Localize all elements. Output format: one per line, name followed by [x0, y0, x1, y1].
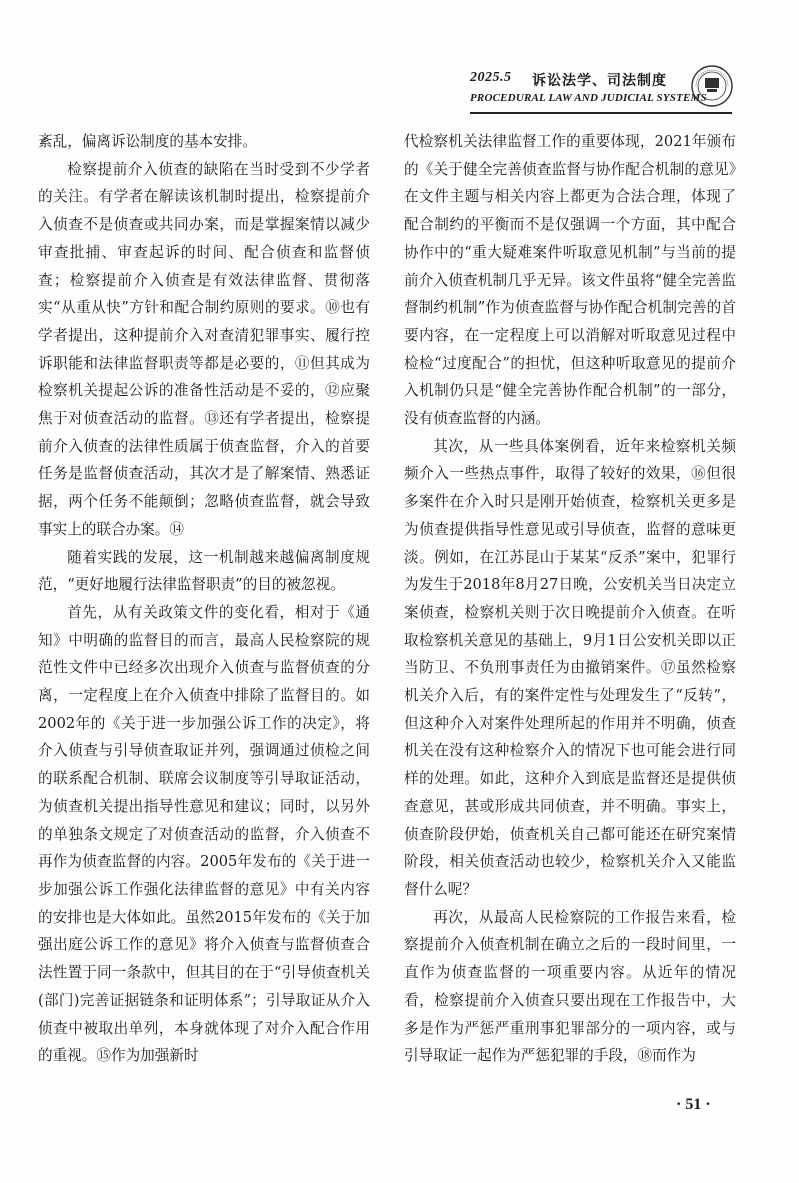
text-column-left	[38, 128, 370, 1070]
paragraph: 其次，从一些具体案例看，近年来检察机关频频介入一些热点事件，取得了较好的效果，⑯但很多案件在介入时只是刚开始侦查，检察机关更多是为侦查提供指导性意见或引导侦查，监督的意味更淡。例如，在江苏昆山于某某“反杀”案中，犯罪行为发生于2018年8月27日晚，公安机关当日决定立案侦查，检察机关则于次日晚提前介入侦查。在听取检察机关意见的基础上，9月1日公安机关即以正当防卫、不负刑事责任为由撤销案件。⑰虽然检察机关介入后，有的案件定性与处理发生了“反转”，但这种介入对案件处理所起的作用并不明确，侦查机关在没有这种检察介入的情况下也可能会进行同样的处理。如此，这种介入到底是监督还是提供侦查意见，甚或形成共同侦查，并不明确。事实上，侦查阶段伊始，侦查机关自己都可能还在研究案情阶段，相关侦查活动也较少，检察机关介入又能监督什么呢？	[404, 437, 736, 898]
paragraph: 随着实践的发展，这一机制越来越偏离制度规范，“更好地履行法律监督职责”的目的被忽视。	[38, 548, 370, 594]
paragraph-continuation: 紊乱，偏离诉讼制度的基本安排。	[38, 133, 257, 150]
header-rule	[470, 112, 732, 114]
journal-section-title-en: PROCEDURAL LAW AND JUDICIAL SYSTEMS	[470, 92, 707, 104]
journal-section-title: 诉讼法学、司法制度	[532, 73, 667, 89]
paragraph-continuation: 代检察机关法律监督工作的重要体现，2021年颁布的《关于健全完善侦查监督与协作配合机制的意见》在文件主题与相关内容上都更为合法合理，体现了配合制约的平衡而不是仅强调一个方面，其中配合协作中的“重大疑难案件听取意见机制”与当前的提前介入侦查机制几乎无异。该文件虽将“健全完善监督制约机制”作为侦查监督与协作配合机制完善的首要内容，在一定程度上可以消解对听取意见过程中检检“过度配合”的担忧，但这种听取意见的提前介入机制仍只是“健全完善协作配合机制”的一部分，没有侦查监督的内涵。	[404, 133, 736, 428]
university-seal-icon	[690, 64, 734, 108]
text-column-right	[404, 128, 736, 1070]
paragraph: 首先，从有关政策文件的变化看，相对于《通知》中明确的监督目的而言，最高人民检察院的规范性文件中已经多次出现介入侦查与监督侦查的分离，一定程度上在介入侦查中排除了监督目的。如2002年的《关于进一步加强公诉工作的决定》，将介入侦查与引导侦查取证并列，强调通过侦检之间的联系配合机制、联席会议制度等引导取证活动，为侦查机关提出指导性意见和建议；同时，以另外的单独条文规定了对侦查活动的监督，介入侦查不再作为侦查监督的内容。2005年发布的《关于进一步加强公诉工作强化法律监督的意见》中有关内容的安排也是大体如此。虽然2015年发布的《关于加强出庭公诉工作的意见》将介入侦查与监督侦查合法性置于同一条款中，但其目的在于“引导侦查机关(部门)完善证据链条和证明体系”；引导取证从介入侦查中被取出单列，本身就体现了对介入配合作用的重视。⑮作为加强新时	[38, 603, 370, 1065]
page-number: · 51 ·	[676, 1096, 711, 1113]
paragraph: 再次，从最高人民检察院的工作报告来看，检察提前介入侦查机制在确立之后的一段时间里，一直作为侦查监督的一项重要内容。从近年的情况看，检察提前介入侦查只要出现在工作报告中，大多是作为严惩严重刑事犯罪部分的一项内容，或与引导取证一起作为严惩犯罪的手段，⑱而作为	[404, 908, 736, 1065]
paragraph: 检察提前介入侦查的缺陷在当时受到不少学者的关注。有学者在解读该机制时提出，检察提前介入侦查不是侦查或共同办案，而是掌握案情以减少审查批捕、审查起诉的时间、配合侦查和监督侦查；检察提前介入侦查是有效法律监督、贯彻落实“从重从快”方针和配合制约原则的要求。⑩也有学者提出，这种提前介入对查清犯罪事实、履行控诉职能和法律监督职责等都是必要的，⑪但其成为检察机关提起公诉的准备性活动是不妥的，⑫应聚焦于对侦查活动的监督。⑬还有学者提出，检察提前介入侦查的法律性质属于侦查监督，介入的首要任务是监督侦查活动，其次才是了解案情、熟悉证据，两个任务不能颠倒；忽略侦查监督，就会导致事实上的联合办案。⑭	[38, 160, 370, 538]
issue-number: 2025.5	[470, 70, 512, 85]
